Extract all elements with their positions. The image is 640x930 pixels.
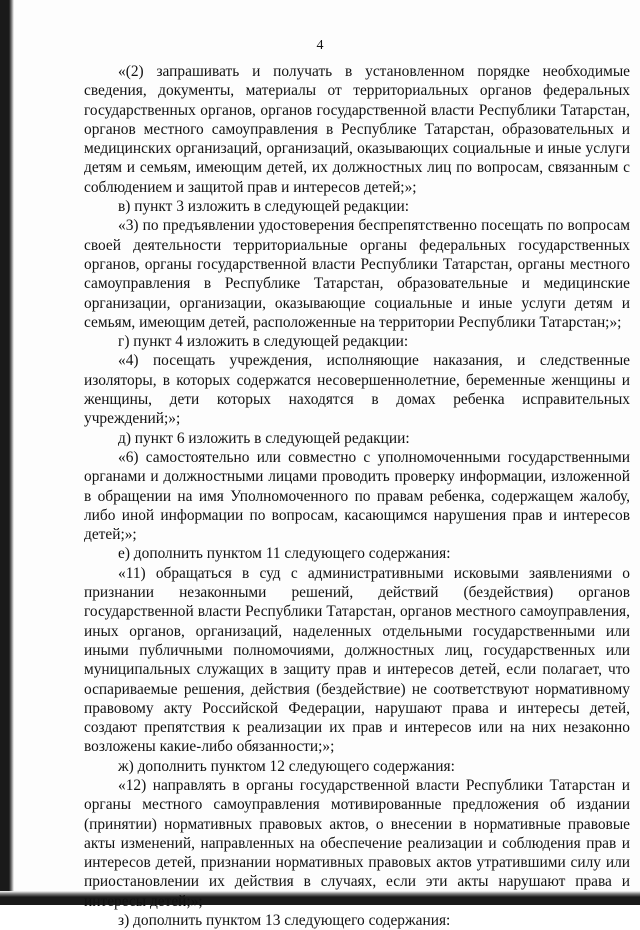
paragraph-instruction-d: д) пункт 6 изложить в следующей редакции: bbox=[118, 429, 410, 447]
paragraph-instruction-v: в) пункт 3 изложить в следующей редакции: bbox=[118, 198, 410, 216]
paragraph-item-2: «(2) запрашивать и получать в установленном порядке необходимые сведения, документы, материалы от территориальных органов федеральных государственных органов, органов государственной власти Республики Татарстан, органов местного самоуправления в Республике Татарстан, образовательных и медицинских организаций, организаций, оказывающих социальные и иные услуги детям и семьям, имеющим детей, их должностных лиц по вопросам, связанным с соблюдением и защитой прав и интересов детей;»; bbox=[84, 63, 630, 196]
paragraph-item-11: «11) обращаться в суд с административными исковыми заявлениями о признании незаконными решений, действий (бездействия) органов государственной власти Республики Татарстан, органов местного самоуправления, иных органов, организаций, наделенных отдельными государственными или иными публичными полномочиями, должностных лиц, государственных или муниципальных служащих в защиту прав и интересов детей, если полагает, что оспариваемые решения, действия (бездействие) не соответствуют нормативному правовому акту Российской Федерации, нарушают права и интересы детей, создают препятствия к реализации их прав и интересов или на них незаконно возложены какие-либо обязанности;»; bbox=[84, 564, 630, 756]
paragraph-item-6: «6) самостоятельно или совместно с уполномоченными государственными органами и должностными лицами проводить проверку информации, изложенной в обращении на имя Уполномоченного по правам ребенка, содержащем жалобу, либо иной информации по вопросам, касающимся нарушения прав и интересов детей;»; bbox=[84, 448, 630, 544]
paragraph-instruction-g: г) пункт 4 изложить в следующей редакции: bbox=[118, 333, 409, 351]
paragraph-item-4: «4) посещать учреждения, исполняющие наказания, и следственные изоляторы, в которых содержатся несовершеннолетние, беременные женщины и женщины, дети которых находятся в домах ребенка исправительных учреждений;»; bbox=[84, 352, 630, 428]
document-body bbox=[84, 62, 630, 930]
paragraph-instruction-e: е) дополнить пунктом 11 следующего содержания: bbox=[118, 545, 451, 563]
scan-border-left bbox=[0, 0, 14, 905]
paragraph-item-12: «12) направлять в органы государственной власти Республики Татарстан и органы местного самоуправления мотивированные предложения об издании (принятии) нормативных правовых актов, о внесении в нормативные правовые акты изменений, направленных на обеспечение реализации и соблюдения прав и интересов детей, признании нормативных правовых актов утратившими силу или приостановлении их действия в случаях, если эти акты нарушают права и интересы детей;»; bbox=[84, 776, 630, 910]
paragraph-instruction-zh: ж) дополнить пунктом 12 следующего содержания: bbox=[118, 757, 455, 775]
page-number: 4 bbox=[316, 38, 324, 53]
paragraph-instruction-z: з) дополнить пунктом 13 следующего содержания: bbox=[118, 912, 451, 930]
paragraph-item-3: «3) по предъявлении удостоверения беспрепятственно посещать по вопросам своей деятельности территориальные органы федеральных государственных органов, органы государственной власти Республики Татарстан, органы местного самоуправления в Республике Татарстан, образовательные и медицинские организации, организации, оказывающие социальные и иные услуги детям и семьям, имеющим детей, расположенные на территории Республики Татарстан;»; bbox=[84, 217, 630, 331]
